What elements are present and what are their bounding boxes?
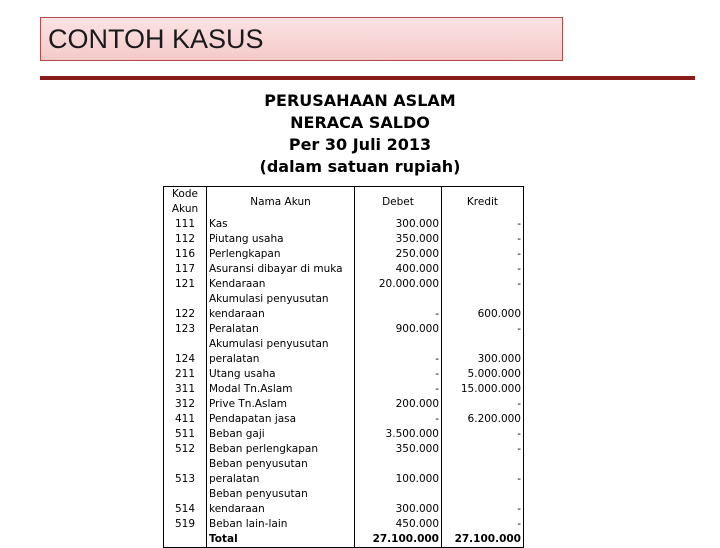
trial-balance-table bbox=[163, 186, 524, 548]
account-name: Prive Tn.Aslam bbox=[207, 397, 355, 412]
account-code: 111 bbox=[164, 217, 207, 232]
debit-value: - bbox=[355, 367, 442, 382]
credit-value: - bbox=[442, 277, 524, 292]
credit-value: - bbox=[442, 322, 524, 337]
account-code: 511 bbox=[164, 427, 207, 442]
debit-value: - bbox=[355, 292, 442, 322]
table-row bbox=[164, 277, 524, 292]
account-name: Beban lain-lain bbox=[207, 517, 355, 532]
credit-value: - bbox=[442, 487, 524, 517]
table-row bbox=[164, 382, 524, 397]
debit-value: 900.000 bbox=[355, 322, 442, 337]
credit-value: - bbox=[442, 442, 524, 457]
credit-value: - bbox=[442, 232, 524, 247]
credit-value: - bbox=[442, 217, 524, 232]
table-row bbox=[164, 457, 524, 487]
total-debit: 27.100.000 bbox=[355, 532, 442, 548]
account-code: 122 bbox=[164, 292, 207, 322]
debit-value: 400.000 bbox=[355, 262, 442, 277]
account-code: 121 bbox=[164, 277, 207, 292]
header-credit: Kredit bbox=[442, 187, 524, 218]
account-name: Piutang usaha bbox=[207, 232, 355, 247]
table-row bbox=[164, 367, 524, 382]
credit-value: 5.000.000 bbox=[442, 367, 524, 382]
account-name: Akumulasi penyusutan kendaraan bbox=[207, 292, 355, 322]
account-code: 123 bbox=[164, 322, 207, 337]
account-code: 311 bbox=[164, 382, 207, 397]
table-row bbox=[164, 217, 524, 232]
account-code: 211 bbox=[164, 367, 207, 382]
table-row bbox=[164, 337, 524, 367]
table-body bbox=[164, 217, 524, 532]
debit-value: 300.000 bbox=[355, 487, 442, 517]
table-row bbox=[164, 517, 524, 532]
table-row bbox=[164, 292, 524, 322]
credit-value: - bbox=[442, 397, 524, 412]
report-name: NERACA SALDO bbox=[290, 113, 430, 132]
report-unit: (dalam satuan rupiah) bbox=[259, 157, 461, 176]
table-row bbox=[164, 412, 524, 427]
account-name: Beban penyusutan kendaraan bbox=[207, 487, 355, 517]
account-name: Peralatan bbox=[207, 322, 355, 337]
account-name: Beban penyusutan peralatan bbox=[207, 457, 355, 487]
table-row bbox=[164, 232, 524, 247]
debit-value: - bbox=[355, 412, 442, 427]
account-name: Beban gaji bbox=[207, 427, 355, 442]
total-label: Total bbox=[207, 532, 355, 548]
account-code: 519 bbox=[164, 517, 207, 532]
account-code: 112 bbox=[164, 232, 207, 247]
account-name: Asuransi dibayar di muka bbox=[207, 262, 355, 277]
table-row bbox=[164, 427, 524, 442]
table-row bbox=[164, 487, 524, 517]
credit-value: - bbox=[442, 427, 524, 442]
header-code: Kode Akun bbox=[164, 187, 207, 218]
account-code: 312 bbox=[164, 397, 207, 412]
debit-value: 200.000 bbox=[355, 397, 442, 412]
credit-value: - bbox=[442, 262, 524, 277]
debit-value: 350.000 bbox=[355, 232, 442, 247]
debit-value: 300.000 bbox=[355, 217, 442, 232]
account-name: Modal Tn.Aslam bbox=[207, 382, 355, 397]
account-code: 411 bbox=[164, 412, 207, 427]
table-row bbox=[164, 262, 524, 277]
debit-value: 20.000.000 bbox=[355, 277, 442, 292]
report-date: Per 30 Juli 2013 bbox=[288, 135, 432, 154]
account-name: Pendapatan jasa bbox=[207, 412, 355, 427]
account-code: 512 bbox=[164, 442, 207, 457]
account-name: Perlengkapan bbox=[207, 247, 355, 262]
account-name: Akumulasi penyusutan peralatan bbox=[207, 337, 355, 367]
company-name: PERUSAHAAN ASLAM bbox=[264, 91, 456, 110]
account-code: 513 bbox=[164, 457, 207, 487]
credit-value: - bbox=[442, 457, 524, 487]
credit-value: 15.000.000 bbox=[442, 382, 524, 397]
account-code: 124 bbox=[164, 337, 207, 367]
debit-value: 450.000 bbox=[355, 517, 442, 532]
title-divider bbox=[40, 76, 695, 80]
slide-title-box bbox=[40, 17, 563, 61]
table-row bbox=[164, 247, 524, 262]
account-code: 117 bbox=[164, 262, 207, 277]
account-code: 514 bbox=[164, 487, 207, 517]
credit-value: - bbox=[442, 247, 524, 262]
credit-value: - bbox=[442, 517, 524, 532]
total-credit: 27.100.000 bbox=[442, 532, 524, 548]
debit-value: 100.000 bbox=[355, 457, 442, 487]
debit-value: - bbox=[355, 382, 442, 397]
account-name: Kas bbox=[207, 217, 355, 232]
table-row bbox=[164, 397, 524, 412]
table-header-row bbox=[164, 187, 524, 218]
debit-value: - bbox=[355, 337, 442, 367]
account-name: Beban perlengkapan bbox=[207, 442, 355, 457]
debit-value: 3.500.000 bbox=[355, 427, 442, 442]
credit-value: 6.200.000 bbox=[442, 412, 524, 427]
header-name: Nama Akun bbox=[207, 187, 355, 218]
credit-value: 300.000 bbox=[442, 337, 524, 367]
debit-value: 350.000 bbox=[355, 442, 442, 457]
account-name: Kendaraan bbox=[207, 277, 355, 292]
header-debit: Debet bbox=[355, 187, 442, 218]
credit-value: 600.000 bbox=[442, 292, 524, 322]
slide-title: CONTOH KASUS bbox=[48, 24, 264, 54]
table-row bbox=[164, 322, 524, 337]
table-row bbox=[164, 442, 524, 457]
account-code: 116 bbox=[164, 247, 207, 262]
debit-value: 250.000 bbox=[355, 247, 442, 262]
account-name: Utang usaha bbox=[207, 367, 355, 382]
